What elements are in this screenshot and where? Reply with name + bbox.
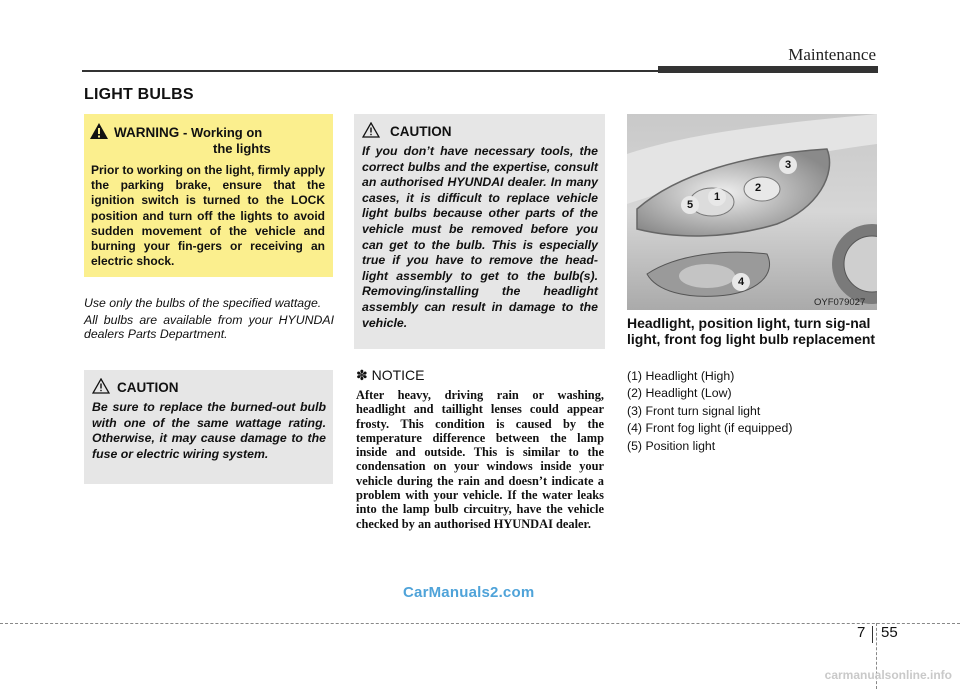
bulb-list [627, 368, 792, 455]
footer-rule [0, 623, 960, 624]
warning-label: WARNING [114, 125, 180, 140]
notice-heading: ✽ NOTICE [356, 367, 425, 383]
callout-4: 4 [732, 273, 750, 291]
caution-heading-middle: CAUTION [390, 124, 452, 139]
list-item: (2) Headlight (Low) [627, 386, 732, 401]
list-item: (1) Headlight (High) [627, 369, 735, 383]
header-rule-thick [658, 66, 878, 73]
list-item: (4) Front fog light (if equipped) [627, 421, 793, 436]
warning-subheading-1: - Working on [183, 125, 263, 140]
caution-triangle-icon [92, 378, 110, 394]
warning-text: Prior to working on the light, firmly apply the parking brake, ensure that the ignition switch is turned to the LOCK position and turn off the lights to avoid sudden movement of the vehicle and burning your fin-gers or receiving an electric shock. [91, 163, 326, 269]
caution-text-middle: If you don’t have necessary tools, the correct bulbs and the expertise, consult an authorised HYUNDAI dealer. In many cases, it is difficult to replace vehicle light bulbs because other parts of the vehicle must be removed before you can get to the bulb. This is especially true if you have to remove the head-light assembly to get to the bulb(s). Removing/installing the headlight assembly can result in damage to the vehicle. [362, 144, 598, 330]
callout-3: 3 [779, 156, 797, 174]
caution-text-left: Be sure to replace the burned-out bulb with one of the same wattage rating. Otherwise, it may cause damage to the fuse or electric wiring system. [92, 400, 326, 461]
warning-heading [103, 125, 271, 157]
page-separator [872, 626, 873, 643]
callout-2: 2 [749, 179, 767, 197]
warning-subheading-2: the lights [213, 141, 271, 156]
chapter-number: 7 [857, 624, 866, 641]
caution-triangle-icon [362, 122, 380, 138]
header-rule [82, 70, 662, 72]
list-item: (3) Front turn signal light [627, 403, 761, 418]
notice-text: After heavy, driving rain or washing, headlight and taillight lenses could appear frosty. This condition is caused by the temperature difference between the lamp inside and outside. This is similar to the condensation on your windows inside your vehicle during the rain and doesn’t indicate a problem with your vehicle. If the water leaks into the lamp bulb circuitry, have the vehicle checked by an authorised HYUNDAI dealer. [356, 388, 604, 531]
intro-paragraph-2: All bulbs are available from your HYUNDAI dealers Parts Department. [84, 312, 334, 342]
watermark-bottom: carmanualsonline.info [824, 668, 952, 682]
section-title: LIGHT BULBS [84, 86, 194, 103]
running-header: Maintenance [788, 45, 876, 64]
watermark-link[interactable]: CarManuals2.com [403, 584, 535, 601]
callout-1: 1 [708, 188, 726, 206]
list-item: (5) Position light [627, 438, 716, 453]
page-number: 55 [881, 624, 898, 641]
intro-paragraph-1: Use only the bulbs of the specified wattage. [84, 296, 322, 310]
intro-text [84, 296, 334, 344]
headlight-photo [627, 114, 877, 310]
caution-heading-left: CAUTION [117, 380, 179, 395]
headlight-illustration [627, 114, 877, 310]
callout-5: 5 [681, 196, 699, 214]
figure-title: Headlight, position light, turn sig-nal light, front fog light bulb replacement [627, 315, 876, 347]
figure-code: OYF079027 [814, 297, 866, 308]
